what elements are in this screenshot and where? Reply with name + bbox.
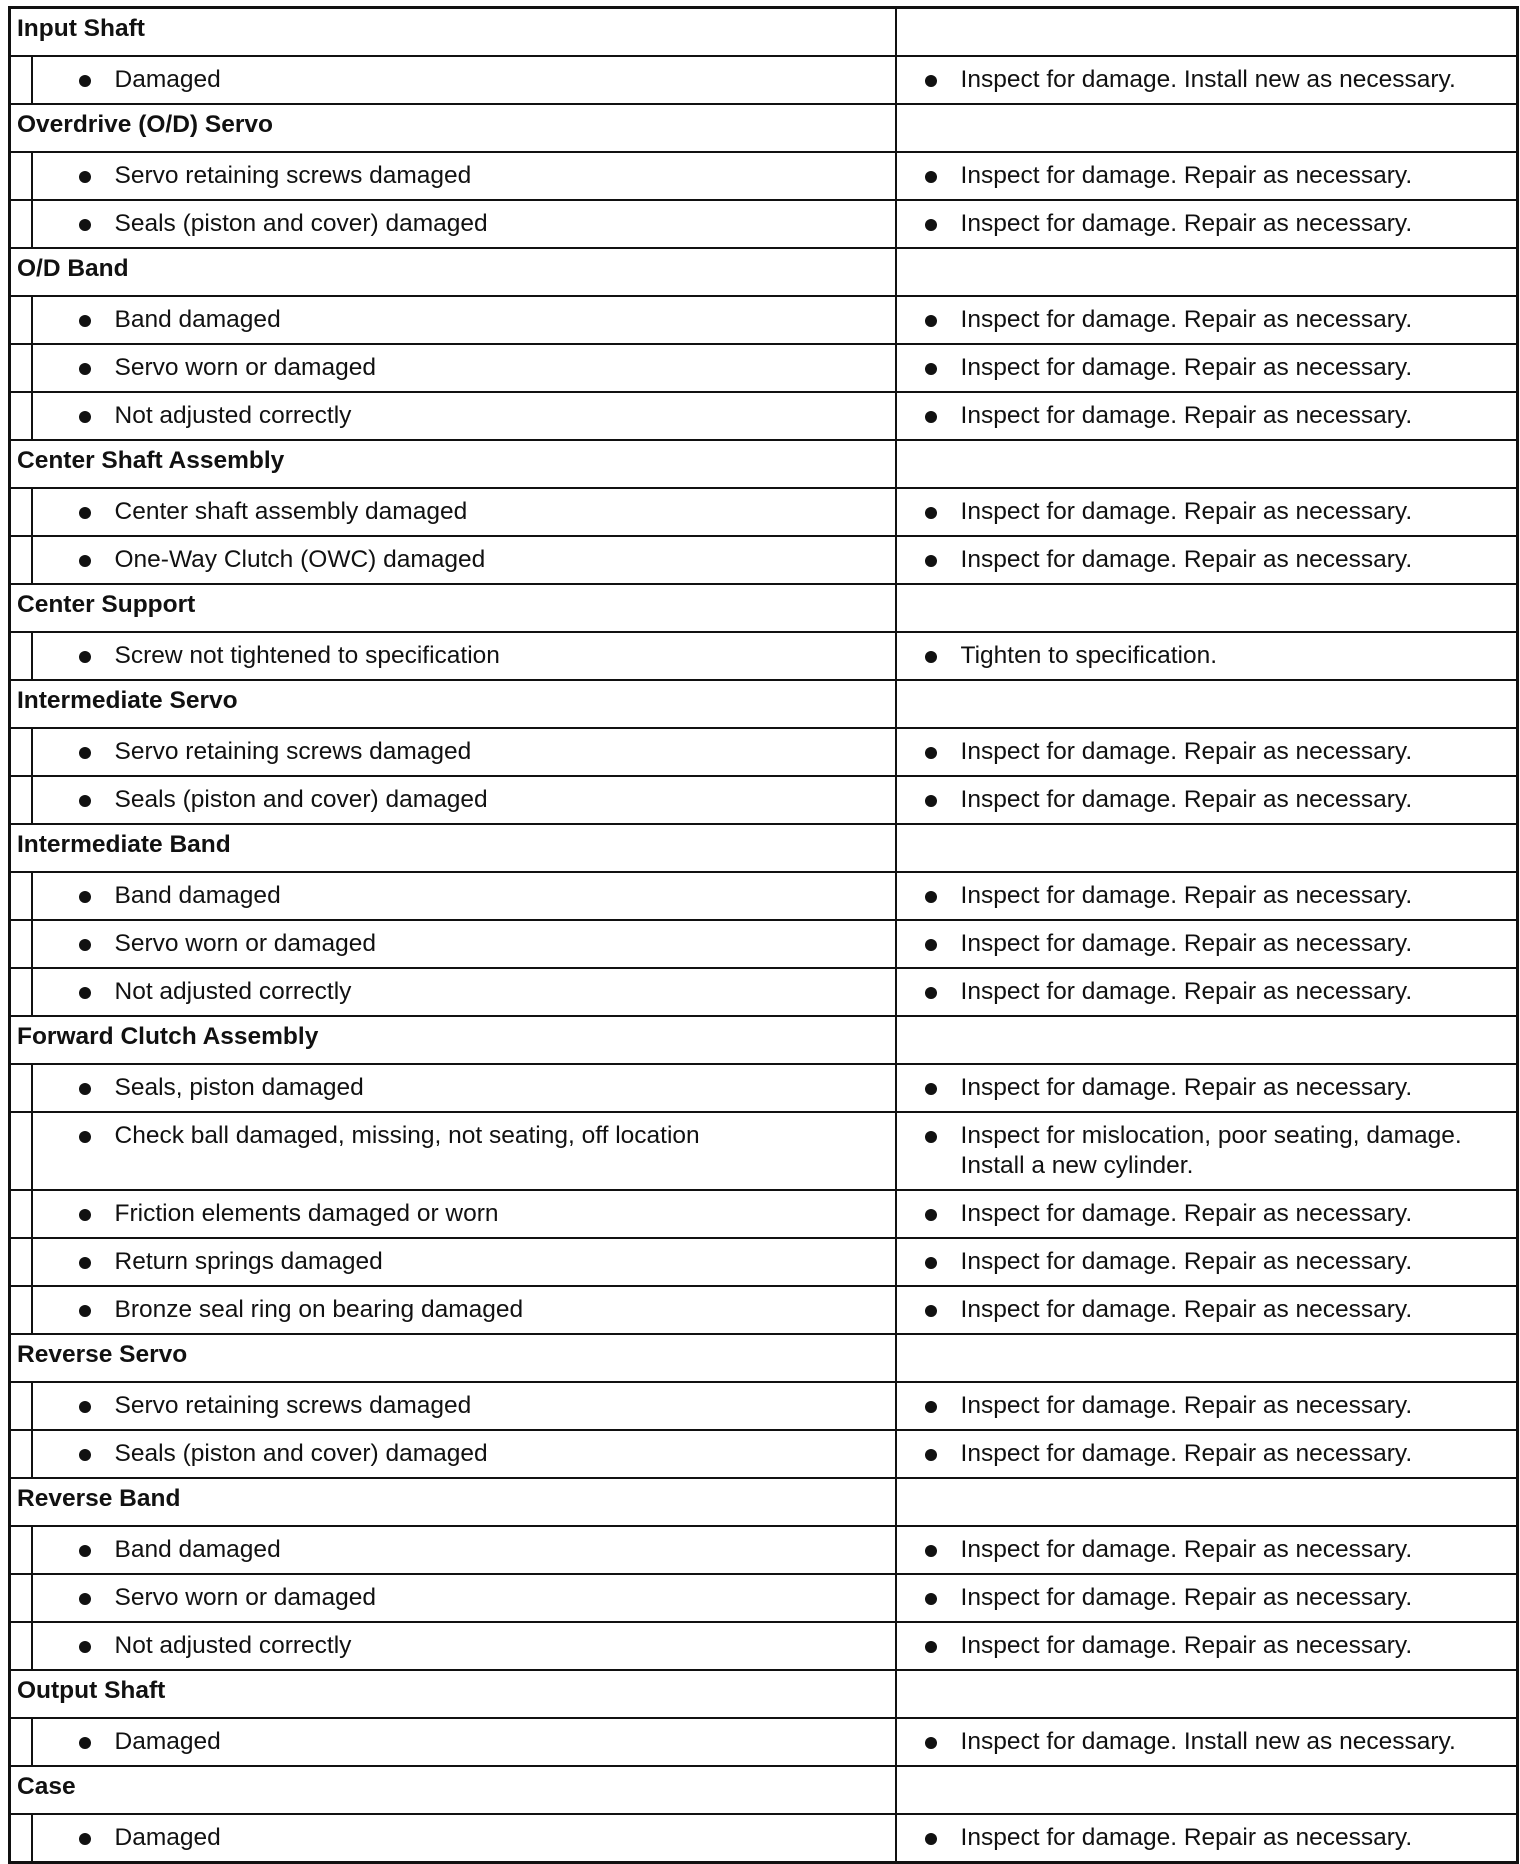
action-cell — [896, 728, 1518, 776]
action-cell — [896, 1190, 1518, 1238]
table-row — [10, 632, 1518, 680]
cause-cell — [32, 536, 896, 584]
cause-cell — [32, 872, 896, 920]
cause-bullet-line — [33, 201, 895, 239]
cause-bullet-line — [33, 1623, 895, 1661]
section-header-empty-cell — [896, 680, 1518, 728]
section-header-empty-cell — [896, 8, 1518, 57]
cause-text: Damaged — [114, 1728, 221, 1755]
indent-cell — [10, 1430, 32, 1478]
section-title: Overdrive (O/D) Servo — [10, 104, 896, 152]
bullet-icon — [79, 939, 91, 951]
section-title: Input Shaft — [10, 8, 896, 57]
cause-bullet-line — [33, 921, 895, 959]
section-header-row — [10, 1334, 1518, 1382]
cause-text: Servo retaining screws damaged — [114, 162, 472, 189]
bullet-icon — [925, 411, 937, 423]
cause-bullet-line — [33, 345, 895, 383]
bullet-icon — [925, 747, 937, 759]
table-row — [10, 920, 1518, 968]
bullet-icon — [925, 1131, 937, 1143]
action-text: Inspect for damage. Repair as necessary. — [960, 1632, 1413, 1659]
table-row — [10, 1382, 1518, 1430]
indent-cell — [10, 1382, 32, 1430]
action-bullet-line — [897, 1815, 1517, 1853]
action-text: Inspect for damage. Repair as necessary. — [960, 1200, 1413, 1227]
section-title: Intermediate Band — [10, 824, 896, 872]
action-bullet-line — [897, 1239, 1517, 1277]
table-row — [10, 1286, 1518, 1334]
cause-cell — [32, 1430, 896, 1478]
bullet-icon — [79, 411, 91, 423]
section-header-row — [10, 824, 1518, 872]
action-cell — [896, 488, 1518, 536]
action-cell — [896, 776, 1518, 824]
cause-bullet-line — [33, 393, 895, 431]
table-row — [10, 1112, 1518, 1190]
indent-cell — [10, 1622, 32, 1670]
indent-cell — [10, 968, 32, 1016]
section-header-row — [10, 1766, 1518, 1814]
section-title: Intermediate Servo — [10, 680, 896, 728]
indent-cell — [10, 344, 32, 392]
section-header-empty-cell — [896, 104, 1518, 152]
indent-cell — [10, 296, 32, 344]
action-cell — [896, 1814, 1518, 1863]
action-bullet-line — [897, 1623, 1517, 1661]
cause-cell — [32, 776, 896, 824]
bullet-icon — [79, 1257, 91, 1269]
table-row — [10, 728, 1518, 776]
cause-bullet-line — [33, 57, 895, 95]
action-cell — [896, 872, 1518, 920]
bullet-icon — [925, 651, 937, 663]
section-title: Forward Clutch Assembly — [10, 1016, 896, 1064]
cause-text: Seals, piston damaged — [114, 1074, 364, 1101]
indent-cell — [10, 152, 32, 200]
action-cell — [896, 392, 1518, 440]
cause-bullet-line — [33, 1191, 895, 1229]
bullet-icon — [79, 1737, 91, 1749]
indent-cell — [10, 392, 32, 440]
action-text: Inspect for damage. Repair as necessary. — [960, 306, 1413, 333]
table-row — [10, 536, 1518, 584]
cause-cell — [32, 488, 896, 536]
bullet-icon — [79, 507, 91, 519]
action-bullet-line — [897, 57, 1517, 95]
cause-text: Servo worn or damaged — [114, 930, 376, 957]
section-header-row — [10, 1016, 1518, 1064]
bullet-icon — [79, 363, 91, 375]
action-text: Inspect for damage. Repair as necessary. — [960, 978, 1413, 1005]
bullet-icon — [79, 747, 91, 759]
bullet-icon — [79, 1833, 91, 1845]
cause-text: Screw not tightened to specification — [114, 642, 500, 669]
action-cell — [896, 1112, 1518, 1190]
diagnosis-table — [8, 6, 1519, 1864]
cause-cell — [32, 632, 896, 680]
action-bullet-line — [897, 201, 1517, 239]
bullet-icon — [79, 75, 91, 87]
section-title: Case — [10, 1766, 896, 1814]
bullet-icon — [79, 1641, 91, 1653]
cause-bullet-line — [33, 1383, 895, 1421]
action-bullet-line — [897, 1191, 1517, 1229]
action-cell — [896, 968, 1518, 1016]
action-bullet-line — [897, 1287, 1517, 1325]
section-title: Center Support — [10, 584, 896, 632]
table-row — [10, 1064, 1518, 1112]
indent-cell — [10, 920, 32, 968]
section-header-row — [10, 104, 1518, 152]
bullet-icon — [925, 315, 937, 327]
indent-cell — [10, 1190, 32, 1238]
table-row — [10, 200, 1518, 248]
indent-cell — [10, 632, 32, 680]
action-cell — [896, 1526, 1518, 1574]
cause-text: Servo worn or damaged — [114, 1584, 376, 1611]
action-bullet-line — [897, 633, 1517, 671]
bullet-icon — [79, 1401, 91, 1413]
cause-text: Seals (piston and cover) damaged — [114, 210, 488, 237]
action-text: Inspect for damage. Repair as necessary. — [960, 1440, 1413, 1467]
section-title: Center Shaft Assembly — [10, 440, 896, 488]
indent-cell — [10, 536, 32, 584]
action-cell — [896, 920, 1518, 968]
table-row — [10, 296, 1518, 344]
cause-cell — [32, 344, 896, 392]
cause-text: Band damaged — [114, 306, 281, 333]
section-header-empty-cell — [896, 1670, 1518, 1718]
cause-bullet-line — [33, 1113, 895, 1151]
cause-bullet-line — [33, 1287, 895, 1325]
bullet-icon — [925, 1401, 937, 1413]
cause-text: Seals (piston and cover) damaged — [114, 786, 488, 813]
section-title: Output Shaft — [10, 1670, 896, 1718]
bullet-icon — [79, 987, 91, 999]
bullet-icon — [925, 363, 937, 375]
bullet-icon — [79, 315, 91, 327]
action-text: Inspect for damage. Repair as necessary. — [960, 210, 1413, 237]
section-header-empty-cell — [896, 824, 1518, 872]
cause-cell — [32, 1814, 896, 1863]
table-row — [10, 56, 1518, 104]
bullet-icon — [925, 1641, 937, 1653]
bullet-icon — [925, 219, 937, 231]
cause-text: Not adjusted correctly — [114, 1632, 352, 1659]
bullet-icon — [925, 507, 937, 519]
table-row — [10, 1622, 1518, 1670]
action-text: Inspect for damage. Repair as necessary. — [960, 1584, 1413, 1611]
cause-text: Servo retaining screws damaged — [114, 738, 472, 765]
action-text: Inspect for damage. Repair as necessary. — [960, 498, 1413, 525]
table-row — [10, 344, 1518, 392]
bullet-icon — [79, 651, 91, 663]
bullet-icon — [79, 1449, 91, 1461]
action-bullet-line — [897, 297, 1517, 335]
section-header-row — [10, 8, 1518, 57]
cause-text: Band damaged — [114, 882, 281, 909]
cause-bullet-line — [33, 777, 895, 815]
cause-bullet-line — [33, 969, 895, 1007]
indent-cell — [10, 56, 32, 104]
bullet-icon — [925, 1209, 937, 1221]
cause-text: Check ball damaged, missing, not seating, off location — [114, 1122, 700, 1149]
bullet-icon — [925, 1833, 937, 1845]
action-text: Inspect for damage. Repair as necessary. — [960, 1824, 1413, 1851]
action-cell — [896, 1286, 1518, 1334]
cause-text: Seals (piston and cover) damaged — [114, 1440, 488, 1467]
cause-text: Damaged — [114, 66, 221, 93]
indent-cell — [10, 1112, 32, 1190]
section-header-row — [10, 248, 1518, 296]
action-bullet-line — [897, 777, 1517, 815]
action-text: Inspect for damage. Install new as necessary. — [960, 66, 1456, 93]
cause-bullet-line — [33, 873, 895, 911]
cause-text: Not adjusted correctly — [114, 978, 352, 1005]
bullet-icon — [925, 1593, 937, 1605]
bullet-icon — [925, 987, 937, 999]
action-text: Inspect for damage. Repair as necessary. — [960, 162, 1413, 189]
cause-bullet-line — [33, 297, 895, 335]
table-row — [10, 1430, 1518, 1478]
table-row — [10, 776, 1518, 824]
cause-bullet-line — [33, 1239, 895, 1277]
action-cell — [896, 1622, 1518, 1670]
bullet-icon — [79, 891, 91, 903]
action-text: Inspect for damage. Repair as necessary. — [960, 546, 1413, 573]
action-text: Inspect for damage. Repair as necessary. — [960, 738, 1413, 765]
indent-cell — [10, 1526, 32, 1574]
cause-cell — [32, 1238, 896, 1286]
action-bullet-line — [897, 153, 1517, 191]
cause-text: Band damaged — [114, 1536, 281, 1563]
cause-bullet-line — [33, 1527, 895, 1565]
section-title: Reverse Band — [10, 1478, 896, 1526]
cause-cell — [32, 1112, 896, 1190]
indent-cell — [10, 1814, 32, 1863]
bullet-icon — [79, 219, 91, 231]
cause-text: Damaged — [114, 1824, 221, 1851]
cause-cell — [32, 1286, 896, 1334]
action-text: Inspect for damage. Repair as necessary. — [960, 786, 1413, 813]
section-header-empty-cell — [896, 584, 1518, 632]
cause-bullet-line — [33, 1431, 895, 1469]
action-bullet-line — [897, 537, 1517, 575]
bullet-icon — [925, 891, 937, 903]
section-header-empty-cell — [896, 440, 1518, 488]
cause-text: One-Way Clutch (OWC) damaged — [114, 546, 486, 573]
bullet-icon — [925, 1083, 937, 1095]
cause-text: Friction elements damaged or worn — [114, 1200, 499, 1227]
section-header-row — [10, 584, 1518, 632]
action-bullet-line — [897, 1431, 1517, 1469]
section-header-empty-cell — [896, 1478, 1518, 1526]
cause-text: Servo worn or damaged — [114, 354, 376, 381]
cause-bullet-line — [33, 153, 895, 191]
section-header-row — [10, 440, 1518, 488]
table-row — [10, 872, 1518, 920]
action-text: Inspect for damage. Repair as necessary. — [960, 882, 1413, 909]
section-header-row — [10, 680, 1518, 728]
indent-cell — [10, 1064, 32, 1112]
action-text: Tighten to specification. — [960, 642, 1217, 669]
indent-cell — [10, 872, 32, 920]
cause-text: Center shaft assembly damaged — [114, 498, 468, 525]
action-cell — [896, 632, 1518, 680]
action-bullet-line — [897, 1113, 1517, 1181]
indent-cell — [10, 1238, 32, 1286]
cause-bullet-line — [33, 489, 895, 527]
section-header-empty-cell — [896, 1334, 1518, 1382]
action-text: Inspect for damage. Repair as necessary. — [960, 1296, 1413, 1323]
bullet-icon — [925, 1257, 937, 1269]
action-cell — [896, 296, 1518, 344]
table-row — [10, 1526, 1518, 1574]
bullet-icon — [925, 555, 937, 567]
bullet-icon — [79, 1131, 91, 1143]
bullet-icon — [79, 1545, 91, 1557]
cause-cell — [32, 1190, 896, 1238]
table-row — [10, 488, 1518, 536]
cause-text: Not adjusted correctly — [114, 402, 352, 429]
action-bullet-line — [897, 921, 1517, 959]
action-bullet-line — [897, 1575, 1517, 1613]
action-bullet-line — [897, 345, 1517, 383]
action-bullet-line — [897, 1383, 1517, 1421]
cause-bullet-line — [33, 1575, 895, 1613]
cause-cell — [32, 728, 896, 776]
action-cell — [896, 1238, 1518, 1286]
action-cell — [896, 152, 1518, 200]
table-row — [10, 1574, 1518, 1622]
indent-cell — [10, 200, 32, 248]
action-text: Inspect for damage. Repair as necessary. — [960, 1536, 1413, 1563]
section-header-row — [10, 1670, 1518, 1718]
bullet-icon — [925, 75, 937, 87]
cause-bullet-line — [33, 1815, 895, 1853]
section-header-empty-cell — [896, 248, 1518, 296]
section-header-row — [10, 1478, 1518, 1526]
bullet-icon — [925, 795, 937, 807]
indent-cell — [10, 1574, 32, 1622]
section-header-empty-cell — [896, 1016, 1518, 1064]
table-row — [10, 1814, 1518, 1863]
cause-cell — [32, 1622, 896, 1670]
cause-cell — [32, 920, 896, 968]
bullet-icon — [925, 1737, 937, 1749]
cause-cell — [32, 392, 896, 440]
bullet-icon — [925, 171, 937, 183]
cause-cell — [32, 152, 896, 200]
table-row — [10, 1238, 1518, 1286]
action-cell — [896, 1574, 1518, 1622]
bullet-icon — [79, 795, 91, 807]
indent-cell — [10, 776, 32, 824]
table-row — [10, 968, 1518, 1016]
action-text: Inspect for damage. Repair as necessary. — [960, 930, 1413, 957]
action-cell — [896, 344, 1518, 392]
cause-text: Return springs damaged — [114, 1248, 383, 1275]
action-cell — [896, 1064, 1518, 1112]
action-cell — [896, 1382, 1518, 1430]
section-title: Reverse Servo — [10, 1334, 896, 1382]
action-bullet-line — [897, 1527, 1517, 1565]
action-cell — [896, 1718, 1518, 1766]
action-bullet-line — [897, 489, 1517, 527]
action-bullet-line — [897, 873, 1517, 911]
cause-text: Bronze seal ring on bearing damaged — [114, 1296, 524, 1323]
section-header-empty-cell — [896, 1766, 1518, 1814]
cause-bullet-line — [33, 1719, 895, 1757]
bullet-icon — [925, 1305, 937, 1317]
table-row — [10, 392, 1518, 440]
bullet-icon — [79, 1305, 91, 1317]
table-row — [10, 1190, 1518, 1238]
cause-text: Servo retaining screws damaged — [114, 1392, 472, 1419]
diagnosis-table-body — [10, 8, 1518, 1863]
action-cell — [896, 200, 1518, 248]
cause-cell — [32, 1574, 896, 1622]
indent-cell — [10, 1286, 32, 1334]
bullet-icon — [79, 171, 91, 183]
cause-bullet-line — [33, 1065, 895, 1103]
cause-bullet-line — [33, 633, 895, 671]
action-bullet-line — [897, 1719, 1517, 1757]
indent-cell — [10, 1718, 32, 1766]
bullet-icon — [925, 1449, 937, 1461]
cause-bullet-line — [33, 537, 895, 575]
cause-cell — [32, 1382, 896, 1430]
section-title: O/D Band — [10, 248, 896, 296]
action-text: Inspect for damage. Repair as necessary. — [960, 354, 1413, 381]
cause-cell — [32, 1064, 896, 1112]
bullet-icon — [79, 555, 91, 567]
action-text: Inspect for damage. Repair as necessary. — [960, 1074, 1413, 1101]
table-row — [10, 152, 1518, 200]
action-bullet-line — [897, 729, 1517, 767]
bullet-icon — [925, 1545, 937, 1557]
action-text: Inspect for damage. Repair as necessary. — [960, 1392, 1413, 1419]
bullet-icon — [925, 939, 937, 951]
action-bullet-line — [897, 1065, 1517, 1103]
cause-cell — [32, 296, 896, 344]
cause-cell — [32, 1526, 896, 1574]
cause-cell — [32, 56, 896, 104]
action-text: Inspect for damage. Install new as necessary. — [960, 1728, 1456, 1755]
action-cell — [896, 56, 1518, 104]
cause-cell — [32, 200, 896, 248]
action-bullet-line — [897, 393, 1517, 431]
table-row — [10, 1718, 1518, 1766]
cause-cell — [32, 968, 896, 1016]
bullet-icon — [79, 1209, 91, 1221]
action-bullet-line — [897, 969, 1517, 1007]
indent-cell — [10, 728, 32, 776]
bullet-icon — [79, 1593, 91, 1605]
indent-cell — [10, 488, 32, 536]
cause-cell — [32, 1718, 896, 1766]
bullet-icon — [79, 1083, 91, 1095]
action-text: Inspect for damage. Repair as necessary. — [960, 1248, 1413, 1275]
cause-bullet-line — [33, 729, 895, 767]
action-text: Inspect for mislocation, poor seating, damage. Install a new cylinder. — [960, 1122, 1462, 1179]
action-cell — [896, 536, 1518, 584]
action-text: Inspect for damage. Repair as necessary. — [960, 402, 1413, 429]
action-cell — [896, 1430, 1518, 1478]
